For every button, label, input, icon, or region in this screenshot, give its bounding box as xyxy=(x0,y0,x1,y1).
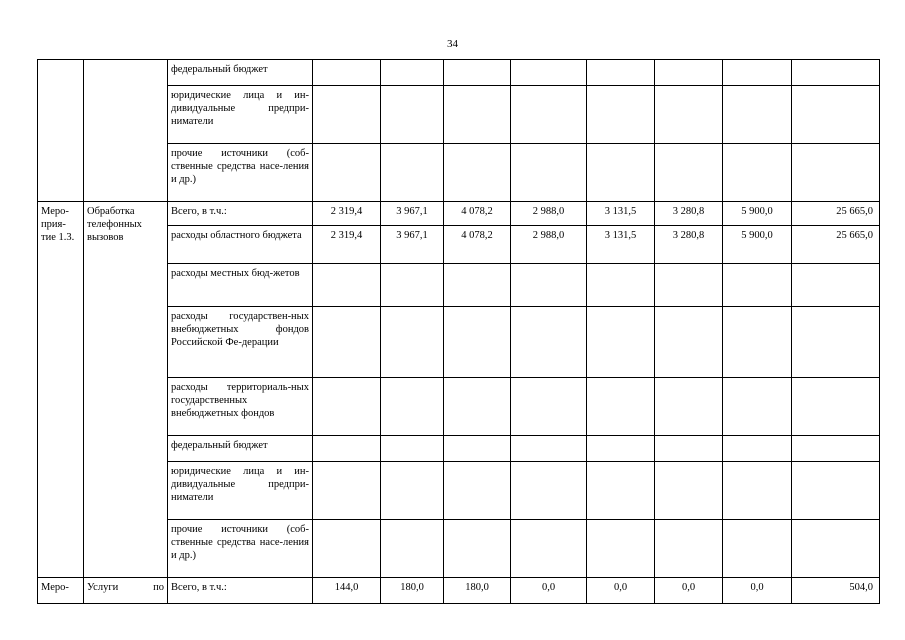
value-cell: 0,0 xyxy=(655,578,723,604)
value-cell: 0,0 xyxy=(723,578,792,604)
source-cell: Всего, в т.ч.: xyxy=(168,578,313,604)
event-name-right: по xyxy=(153,582,164,593)
value-cell: 2 319,4 xyxy=(313,202,381,226)
page-number: 34 xyxy=(447,38,458,50)
event-code-cell: Меро-прия-тие 1.3. xyxy=(38,202,84,578)
value-cell: 0,0 xyxy=(587,578,655,604)
value-cell: 180,0 xyxy=(381,578,444,604)
total-cell: 25 665,0 xyxy=(792,202,880,226)
table-row xyxy=(38,60,880,86)
table-row xyxy=(38,578,880,604)
source-cell: расходы местных бюд-жетов xyxy=(168,264,313,307)
value-cell: 5 900,0 xyxy=(723,226,792,264)
value-cell: 0,0 xyxy=(511,578,587,604)
event-name-left: Услуги xyxy=(87,582,119,593)
value-cell: 4 078,2 xyxy=(444,226,511,264)
source-cell: расходы государствен-ных внебюджетных фондов Российской Фе-дерации xyxy=(168,307,313,378)
source-cell: федеральный бюджет xyxy=(168,60,313,86)
event-name-cell xyxy=(84,60,168,202)
event-code-cell xyxy=(38,60,84,202)
value-cell: 180,0 xyxy=(444,578,511,604)
source-cell: прочие источники (соб-ственные средства насе-ления и др.) xyxy=(168,144,313,202)
event-code-cell: Меро- xyxy=(38,578,84,604)
source-cell: расходы областного бюджета xyxy=(168,226,313,264)
value-cell: 5 900,0 xyxy=(723,202,792,226)
source-cell: юридические лица и ин-дивидуальные предпри-ниматели xyxy=(168,462,313,520)
value-cell: 3 131,5 xyxy=(587,226,655,264)
source-cell: федеральный бюджет xyxy=(168,436,313,462)
source-cell: прочие источники (соб-ственные средства насе-ления и др.) xyxy=(168,520,313,578)
value-cell: 144,0 xyxy=(313,578,381,604)
value-cell: 4 078,2 xyxy=(444,202,511,226)
total-cell: 504,0 xyxy=(792,578,880,604)
event-name-cell: Обработка телефонных вызовов xyxy=(84,202,168,578)
table-row xyxy=(38,202,880,226)
value-cell: 3 967,1 xyxy=(381,202,444,226)
value-cell: 3 967,1 xyxy=(381,226,444,264)
value-cell: 3 131,5 xyxy=(587,202,655,226)
total-cell: 25 665,0 xyxy=(792,226,880,264)
source-cell: расходы территориаль-ных государственных внебюджетных фондов xyxy=(168,378,313,436)
source-cell: юридические лица и ин-дивидуальные предпри-ниматели xyxy=(168,86,313,144)
value-cell: 2 988,0 xyxy=(511,226,587,264)
value-cell: 3 280,8 xyxy=(655,226,723,264)
source-cell: Всего, в т.ч.: xyxy=(168,202,313,226)
event-name-cell xyxy=(84,578,168,604)
value-cell: 2 988,0 xyxy=(511,202,587,226)
value-cell: 2 319,4 xyxy=(313,226,381,264)
budget-table xyxy=(37,59,880,604)
value-cell: 3 280,8 xyxy=(655,202,723,226)
